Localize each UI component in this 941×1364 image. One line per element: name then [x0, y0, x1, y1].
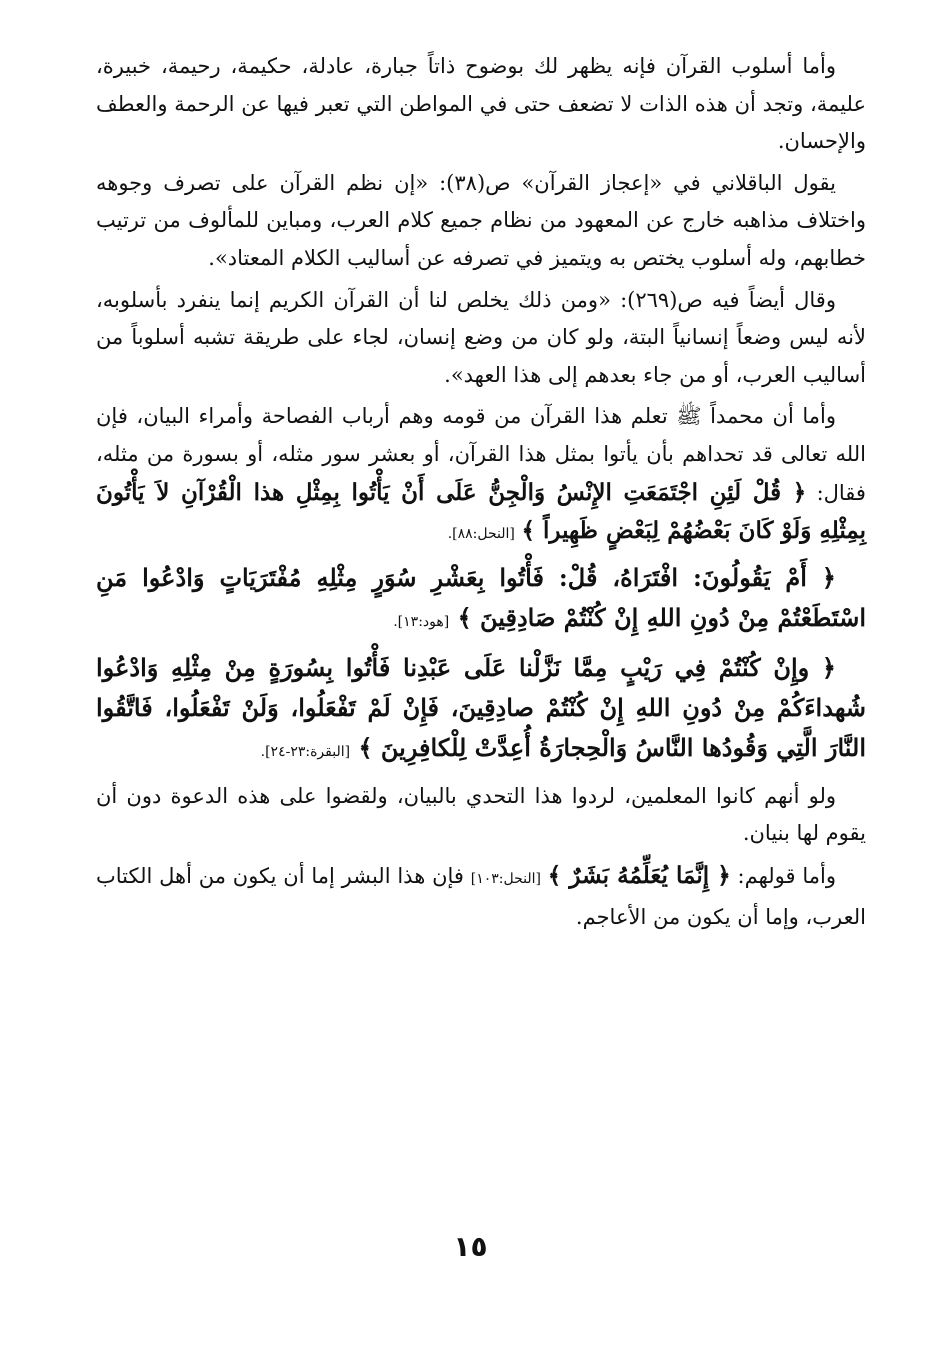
paragraph-quran-style: وأما أسلوب القرآن فإنه يظهر لك بوضوح ذاتاً جبارة، عادلة، حكيمة، رحيمة، خبيرة، عليمة، وتجد أن هذه الذات لا تضعف حتى في المواطن التي تعبر فيها عن الرحمة والعطف والإحسان. [96, 54, 866, 154]
verse-ref-hud: [هود:١٣]. [393, 613, 450, 630]
verse-hud-block [96, 558, 866, 642]
page-number: ١٥ [453, 1230, 488, 1263]
verse-ref-nahl-103: [النحل:١٠٣] [470, 870, 541, 887]
paragraph-challenge [96, 398, 866, 553]
paragraph-human-teacher [96, 857, 866, 936]
paragraph-teachers: ولو أنهم كانوا المعلمين، لردوا هذا التحدي بالبيان، ولقضوا على هذه الدعوة دون أن يقوم لها بنيان. [96, 783, 866, 846]
paragraph-baqillani-quote-2: وقال أيضاً فيه ص(٢٦٩): «ومن ذلك يخلص لنا أن القرآن الكريم إنما ينفرد بأسلوبه، لأنه ليس وضعاً إنسانياً البتة، ولو كان من وضع إنسان، لجاء على طريقة تشبه أسلوباً من أساليب العرب، أو من جاء بعدهم إلى هذا العهد». [96, 287, 866, 387]
verse-isra: ﴿ قُلْ لَئِنِ اجْتَمَعَتِ الإِنْسُ وَالْجِنُّ عَلَى أَنْ يَأْتُوا بِمِثْلِ هذا الْقُرْآنِ لاَ يَأْتُونَ بِمِثْلِهِ وَلَوْ كَانَ بَعْضُهُمْ لِبَعْضٍ ظَهِيراً ﴾ [96, 478, 866, 545]
verse-ref-baqara: [البقرة:٢٣-٢٤]. [260, 743, 351, 760]
verse-ref-isra: [النحل:٨٨]. [447, 526, 515, 543]
verse-baqara: ﴿ وإِنْ كُنْتُمْ فِي رَيْبٍ مِمَّا نَزَّلْنا عَلَى عَبْدِنا فَأْتُوا بِسُورَةٍ مِنْ مِثْلِهِ وَادْعُوا شُهداءَكُمْ مِنْ دُونِ اللهِ إِنْ كُنْتُمْ صادِقِينَ، فَإِنْ لَمْ تَفْعَلُوا، وَلَنْ تَفْعَلُوا، فَاتَّقُوا النَّارَ الَّتِي وَقُودُها النَّاسُ وَالْحِجارَةُ أُعِدَّتْ لِلْكافِرِينَ ﴾ [96, 652, 866, 762]
verse-baqara-block [96, 648, 866, 772]
verse-hud: ﴿ أَمْ يَقُولُونَ: افْتَرَاهُ، قُلْ: فَأْتُوا بِعَشْرِ سُوَرٍ مِثْلِهِ مُفْتَرَيَاتٍ وَادْعُوا مَنِ اسْتَطَعْتُمْ مِنْ دُونِ اللهِ إِنْ كُنْتُمْ صَادِقِينَ ﴾ [96, 562, 866, 632]
document-page [96, 48, 866, 940]
verse-nahl-103: ﴿ إِنَّمَا يُعَلِّمُهُ بَشَرٌ ﴾ [547, 861, 731, 889]
paragraph-baqillani-quote: يقول الباقلاني في «إعجاز القرآن» ص(٣٨): «إن نظم القرآن على تصرف وجوهه واختلاف مذاهبه خارج عن المعهود من نظام جميع كلام العرب، ومباين للمألوف من ترتيب خطابهم، وله أسلوب يختص به ويتميز في تصرفه عن أساليب الكلام المعتاد». [96, 170, 866, 270]
human-teacher-rest: فإن هذا البشر إما أن يكون من أهل الكتاب العرب، وإما أن يكون من الأعاجم. [96, 863, 866, 929]
human-teacher-intro: وأما قولهم: [737, 863, 836, 888]
challenge-intro: وأما أن محمداً ﷺ تعلم هذا القرآن من قومه وهم أرباب الفصاحة وأمراء البيان، فإن الله تعالى قد تحداهم بأن يأتوا بمثل هذا القرآن، أو بعشر سور مثله، أو بسورة من مثله، فقال: [96, 404, 866, 505]
